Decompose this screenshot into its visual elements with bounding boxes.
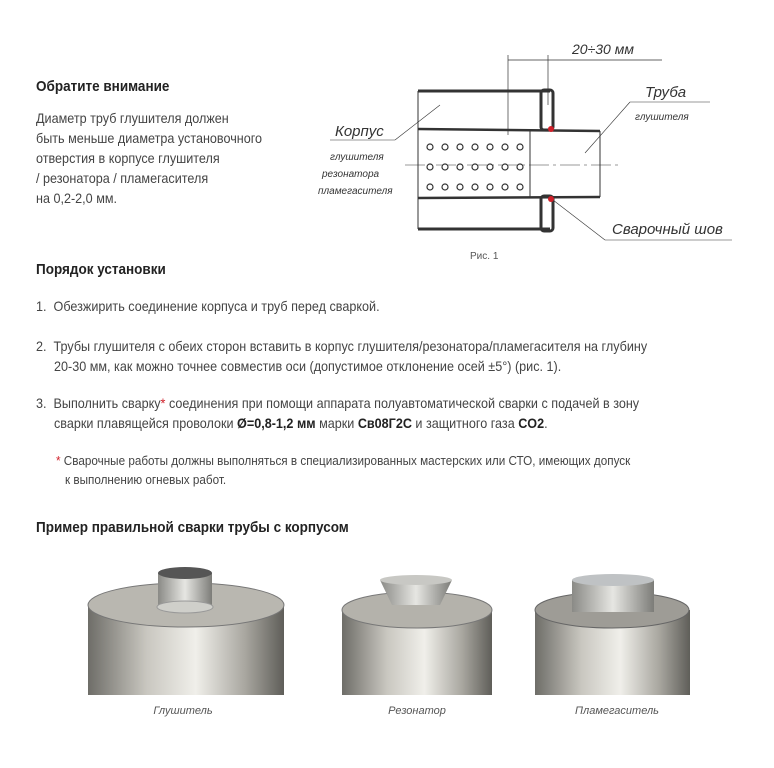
install-title: Порядок установки <box>36 261 166 278</box>
attention-line: на 0,2-2,0 мм. <box>36 190 118 206</box>
attention-text <box>36 108 262 208</box>
step-text: Трубы глушителя с обеих сторон вставить в корпус глушителя/резонатора/пламегасителя на глубину <box>53 338 648 354</box>
footnote-text: к выполнению огневых работ. <box>65 472 227 487</box>
step-text: соединения при помощи аппарата полуавтоматической сварки с подачей в зону <box>165 395 640 411</box>
attention-line: / резонатора / пламегасителя <box>36 170 209 186</box>
caption-muffler: Глушитель <box>153 705 213 717</box>
installation-diagram <box>300 30 750 245</box>
attention-title: Обратите внимание <box>36 78 170 95</box>
gas-name: CO2 <box>518 415 545 431</box>
body-label: Корпус <box>335 123 384 140</box>
weld-label: Сварочный шов <box>612 221 723 238</box>
body-sub: пламегасителя <box>318 186 393 197</box>
wire-diameter: Ø=0,8-1,2 мм <box>237 415 316 431</box>
footnote-star: * <box>56 453 61 468</box>
weld-seam-mark <box>548 196 554 202</box>
perforation-holes <box>427 144 523 190</box>
footnote-text: Сварочные работы должны выполняться в специализированных мастерских или СТО, имеющих допуск <box>60 453 631 468</box>
step-text: . <box>544 415 548 431</box>
caption-resonator: Резонатор <box>388 705 446 717</box>
attention-line: Диаметр труб глушителя должен <box>36 110 229 126</box>
body-sub: резонатора <box>322 169 380 180</box>
photo-flame-arrester <box>535 574 690 695</box>
example-photos <box>80 565 700 695</box>
pipe-sub: глушителя <box>635 112 689 123</box>
figure-caption: Рис. 1 <box>470 251 499 262</box>
photo-resonator <box>342 575 492 695</box>
step-text: сварки плавящейся проволоки <box>54 415 238 431</box>
pipe-label: Труба <box>645 84 687 101</box>
footnote <box>56 451 630 489</box>
step-number: 2. <box>36 338 47 354</box>
footnote-star: * <box>160 395 166 411</box>
photo-muffler <box>88 567 284 695</box>
attention-line: отверстия в корпусе глушителя <box>36 150 220 166</box>
step-2 <box>36 336 647 376</box>
dimension-label: 20÷30 мм <box>572 41 634 57</box>
caption-flame-arrester: Пламегаситель <box>575 705 659 717</box>
step-1 <box>36 296 380 316</box>
step-number: 1. <box>36 298 47 314</box>
step-text: Обезжирить соединение корпуса и труб перед сваркой. <box>53 298 380 314</box>
body-sub: глушителя <box>330 152 384 163</box>
step-text: и защитного газа <box>411 415 519 431</box>
wire-brand: Св08Г2С <box>357 415 412 431</box>
step-text: марки <box>315 415 358 431</box>
examples-title: Пример правильной сварки трубы с корпусом <box>36 519 349 536</box>
step-3 <box>36 393 639 433</box>
step-text: 20-30 мм, как можно точнее совместив оси (допустимое отклонение осей ±5°) (рис. 1). <box>54 358 562 374</box>
attention-line: быть меньше диаметра установочного <box>36 130 263 146</box>
step-text: Выполнить сварку <box>53 395 161 411</box>
step-number: 3. <box>36 395 47 411</box>
weld-seam-mark <box>548 126 554 132</box>
